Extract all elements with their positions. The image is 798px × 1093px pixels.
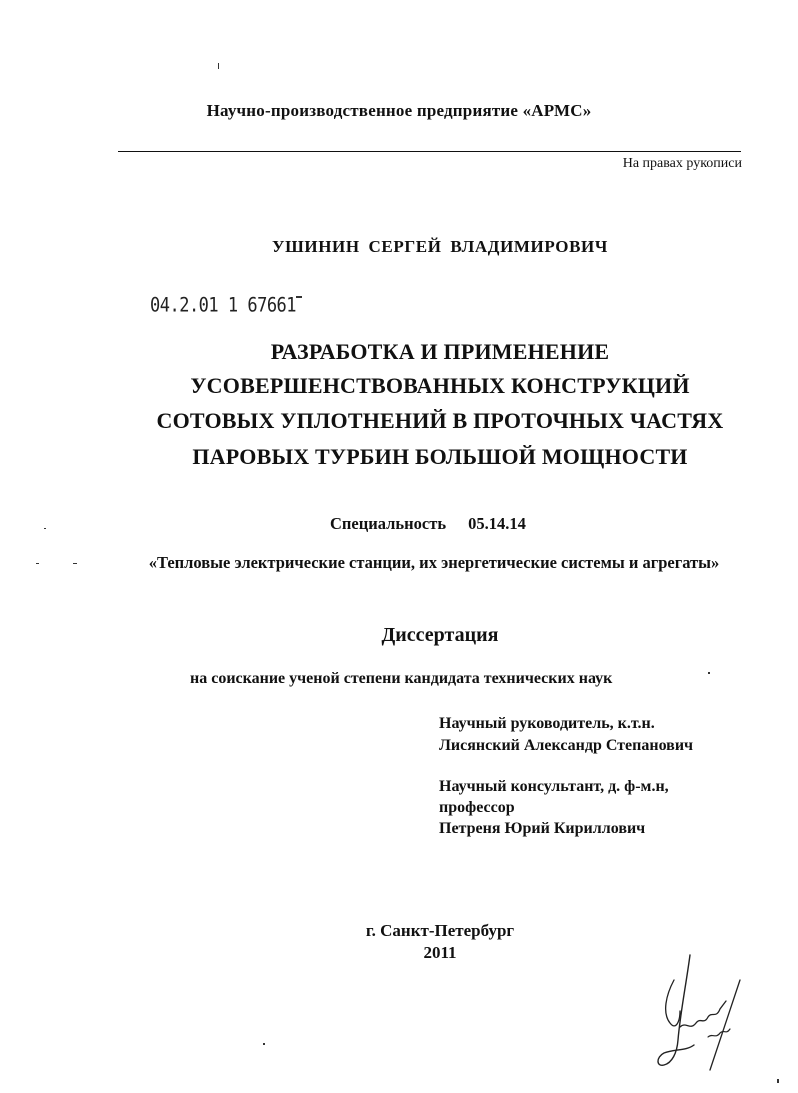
scan-speck bbox=[44, 528, 46, 529]
consultant-title: профессор bbox=[439, 799, 515, 816]
manuscript-rights-note: На правах рукописи bbox=[622, 156, 742, 171]
scan-speck bbox=[73, 563, 77, 564]
scan-speck bbox=[218, 63, 219, 69]
title-line-4: ПАРОВЫХ ТУРБИН БОЛЬШОЙ МОЩНОСТИ bbox=[192, 444, 688, 469]
title-line-1: РАЗРАБОТКА И ПРИМЕНЕНИЕ bbox=[270, 339, 610, 364]
scan-speck bbox=[296, 296, 302, 298]
document-type: Диссертация bbox=[381, 624, 499, 646]
specialty-line bbox=[330, 514, 526, 534]
organization-name: Научно-производственное предприятие «АРМС» bbox=[206, 101, 592, 120]
specialty-label: Специальность bbox=[330, 514, 447, 533]
scan-speck bbox=[708, 672, 710, 674]
degree-line: на соискание ученой степени кандидата технических наук bbox=[190, 670, 613, 687]
title-line-2: УСОВЕРШЕНСТВОВАННЫХ КОНСТРУКЦИЙ bbox=[190, 373, 690, 398]
scan-speck bbox=[36, 563, 39, 564]
title-line-3: СОТОВЫХ УПЛОТНЕНИЙ В ПРОТОЧНЫХ ЧАСТЯХ bbox=[156, 408, 724, 433]
supervisor-role: Научный руководитель, к.т.н. bbox=[439, 715, 655, 732]
city: г. Санкт-Петербург bbox=[365, 921, 515, 940]
registration-stamp: 04.2.01 1 67661 bbox=[150, 294, 297, 317]
consultant-name: Петреня Юрий Кириллович bbox=[439, 820, 646, 837]
author-name: УШИНИН СЕРГЕЙ ВЛАДИМИРОВИЧ bbox=[272, 237, 608, 256]
consultant-role: Научный консультант, д. ф-м.н, bbox=[439, 778, 669, 795]
handwritten-signature-icon bbox=[650, 945, 750, 1075]
scan-speck bbox=[263, 1043, 265, 1045]
specialty-code: 05.14.14 bbox=[468, 514, 526, 533]
supervisor-name: Лисянский Александр Степанович bbox=[439, 737, 694, 754]
year: 2011 bbox=[423, 943, 457, 962]
header-divider bbox=[118, 151, 741, 152]
specialty-name: «Тепловые электрические станции, их энергетические системы и агрегаты» bbox=[148, 553, 720, 572]
scan-speck bbox=[777, 1079, 779, 1083]
